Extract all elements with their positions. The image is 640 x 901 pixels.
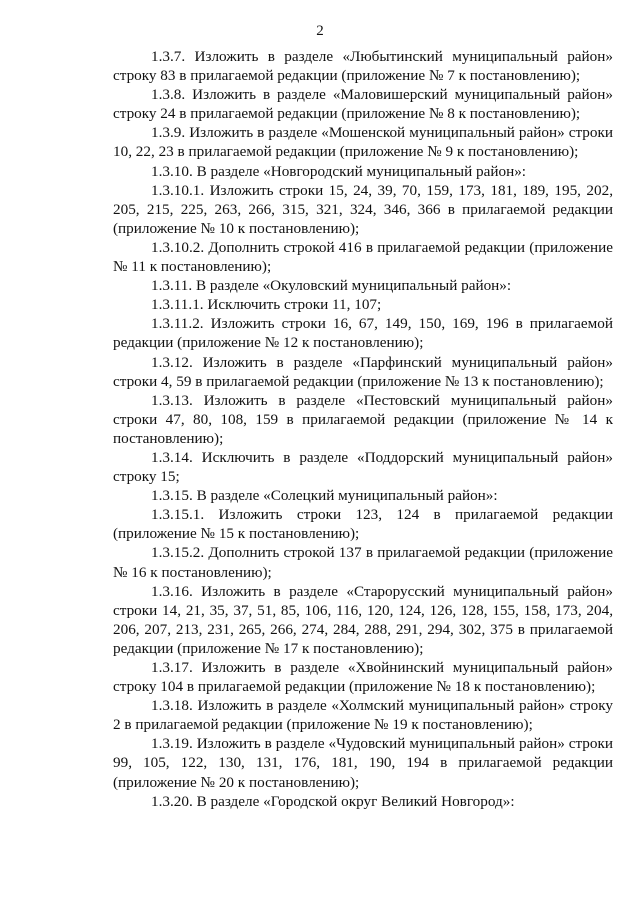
paragraph-1-3-19: 1.3.19. Изложить в разделе «Чудовский муниципальный район» строки 99, 105, 122, 130, 131, 176, 181, 190, 194 в прилагаемой редакции (приложение № 20 к постановлению); xyxy=(113,735,613,791)
paragraph-1-3-14: 1.3.14. Исключить в разделе «Поддорский муниципальный район» строку 15; xyxy=(113,448,613,486)
paragraph-1-3-10: 1.3.10. В разделе «Новгородский муниципальный район»: xyxy=(151,162,527,180)
paragraph-1-3-10-2: 1.3.10.2. Дополнить строкой 416 в прилагаемой редакции (приложение № 11 к постановлению); xyxy=(113,238,613,276)
paragraph-1-3-11-1: 1.3.11.1. Исключить строки 11, 107; xyxy=(151,296,382,314)
paragraph-1-3-11-2: 1.3.11.2. Изложить строки 16, 67, 149, 150, 169, 196 в прилагаемой редакции (приложение № 12 к постановлению); xyxy=(113,315,613,352)
paragraph-1-3-18: 1.3.18. Изложить в разделе «Холмский муниципальный район» строку 2 в прилагаемой редакции (приложение № 19 к постановлению); xyxy=(113,697,613,734)
paragraph-1-3-17: 1.3.17. Изложить в разделе «Хвойнинский муниципальный район» строку 104 в прилагаемой редакции (приложение № 18 к постановлению); xyxy=(113,659,613,696)
document-body xyxy=(113,47,613,811)
paragraph-1-3-15-1: 1.3.15.1. Изложить строки 123, 124 в прилагаемой редакции (приложение № 15 к постановлению); xyxy=(113,506,613,543)
paragraph-1-3-16: 1.3.16. Изложить в разделе «Старорусский муниципальный район» строки 14, 21, 35, 37, 51, 85, 106, 116, 120, 124, 126, 128, 155, 158, 173, 204, 206, 207, 213, 231, 265, 266, 274, 284, 288, 291, 294, 302, 375 в прилагаемой редакции (приложение № 17 к постановлению); xyxy=(113,582,613,657)
paragraph-1-3-13: 1.3.13. Изложить в разделе «Пестовский муниципальный район» строки 47, 80, 108, 159 в прилагаемой редакции (приложение № 14 к постановлению); xyxy=(113,391,613,447)
paragraph-1-3-7: 1.3.7. Изложить в разделе «Любытинский муниципальный район» строку 83 в прилагаемой редакции (приложение № 7 к постановлению); xyxy=(113,48,613,85)
paragraph-1-3-15-2: 1.3.15.2. Дополнить строкой 137 в прилагаемой редакции (приложение № 16 к постановлению); xyxy=(113,544,613,581)
paragraph-1-3-12: 1.3.12. Изложить в разделе «Парфинский муниципальный район» строки 4, 59 в прилагаемой редакции (приложение № 13 к постановлению); xyxy=(113,353,613,390)
paragraph-1-3-8: 1.3.8. Изложить в разделе «Маловишерский муниципальный район» строку 24 в прилагаемой редакции (приложение № 8 к постановлению); xyxy=(113,86,613,123)
page-number: 2 xyxy=(316,23,324,39)
paragraph-1-3-11: 1.3.11. В разделе «Окуловский муниципальный район»: xyxy=(151,277,512,295)
paragraph-1-3-9: 1.3.9. Изложить в разделе «Мошенской муниципальный район» строки 10, 22, 23 в прилагаемой редакции (приложение № 9 к постановлению); xyxy=(113,124,613,161)
paragraph-1-3-10-1: 1.3.10.1. Изложить строки 15, 24, 39, 70, 159, 173, 181, 189, 195, 202, 205, 215, 225, 263, 266, 315, 321, 324, 346, 366 в прилагаемой редакции (приложение № 10 к постановлению); xyxy=(113,181,613,237)
paragraph-1-3-20: 1.3.20. В разделе «Городской округ Великий Новгород»: xyxy=(151,792,515,810)
paragraph-1-3-15: 1.3.15. В разделе «Солецкий муниципальный район»: xyxy=(151,487,498,505)
